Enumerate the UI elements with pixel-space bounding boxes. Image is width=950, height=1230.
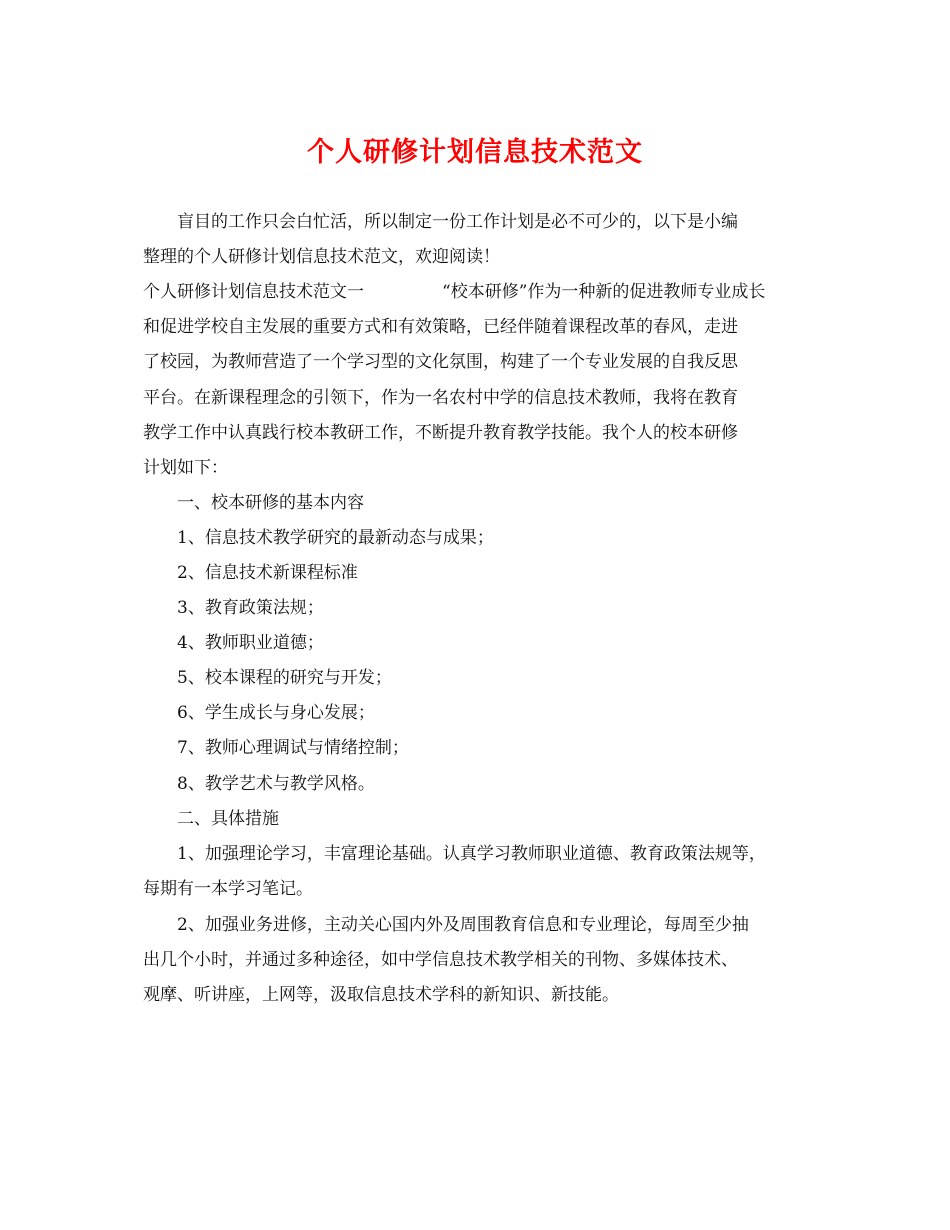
section-2-heading: 二、具体措施 (177, 809, 279, 829)
paragraph-1-line-4: 平台。在新课程理念的引领下，作为一名农村中学的信息技术教师，我将在教育 (143, 388, 738, 408)
intro-line-1: 盲目的工作只会白忙活，所以制定一份工作计划是必不可少的，以下是小编 (177, 212, 738, 232)
section-heading-1: 个人研修计划信息技术范文一 (143, 282, 364, 302)
list-item: 7、教师心理调试与情绪控制； (177, 738, 409, 758)
list-item: 8、教学艺术与教学风格。 (177, 774, 375, 794)
list-item: 5、校本课程的研究与开发； (177, 668, 392, 688)
measure-2-line-3: 观摩、听讲座，上网等，汲取信息技术学科的新知识、新技能。 (143, 985, 619, 1005)
measure-1-line-1: 1、加强理论学习，丰富理论基础。认真学习教师职业道德、教育政策法规等， (177, 844, 766, 864)
measure-2-line-2: 出几个小时，并通过多种途径，如中学信息技术教学相关的刊物、多媒体技术、 (143, 950, 738, 970)
list-item: 3、教育政策法规； (177, 598, 324, 618)
paragraph-1-line-3: 了校园，为教师营造了一个学习型的文化氛围，构建了一个专业发展的自我反思 (143, 352, 738, 372)
heading-line (143, 282, 765, 302)
paragraph-1-line-1: “校本研修”作为一种新的促进教师专业成长 (442, 282, 766, 302)
list-item: 4、教师职业道德； (177, 633, 324, 653)
paragraph-1-line-6: 计划如下： (143, 458, 228, 478)
intro-line-2: 整理的个人研修计划信息技术范文，欢迎阅读！ (143, 247, 500, 267)
paragraph-1-line-5: 教学工作中认真践行校本教研工作，不断提升教育教学技能。我个人的校本研修 (143, 423, 738, 443)
measure-2-line-1: 2、加强业务进修，主动关心国内外及周围教育信息和专业理论，每周至少抽 (177, 915, 749, 935)
paragraph-1-line-2: 和促进学校自主发展的重要方式和有效策略，已经伴随着课程改革的春风，走进 (143, 317, 738, 337)
list-item: 2、信息技术新课程标准 (177, 563, 358, 583)
measure-1-line-2: 每期有一本学习笔记。 (143, 879, 313, 899)
list-item: 1、信息技术教学研究的最新动态与成果； (177, 528, 494, 548)
document-title: 个人研修计划信息技术范文 (307, 137, 643, 168)
list-item: 6、学生成长与身心发展； (177, 703, 375, 723)
section-1-heading: 一、校本研修的基本内容 (177, 493, 364, 513)
